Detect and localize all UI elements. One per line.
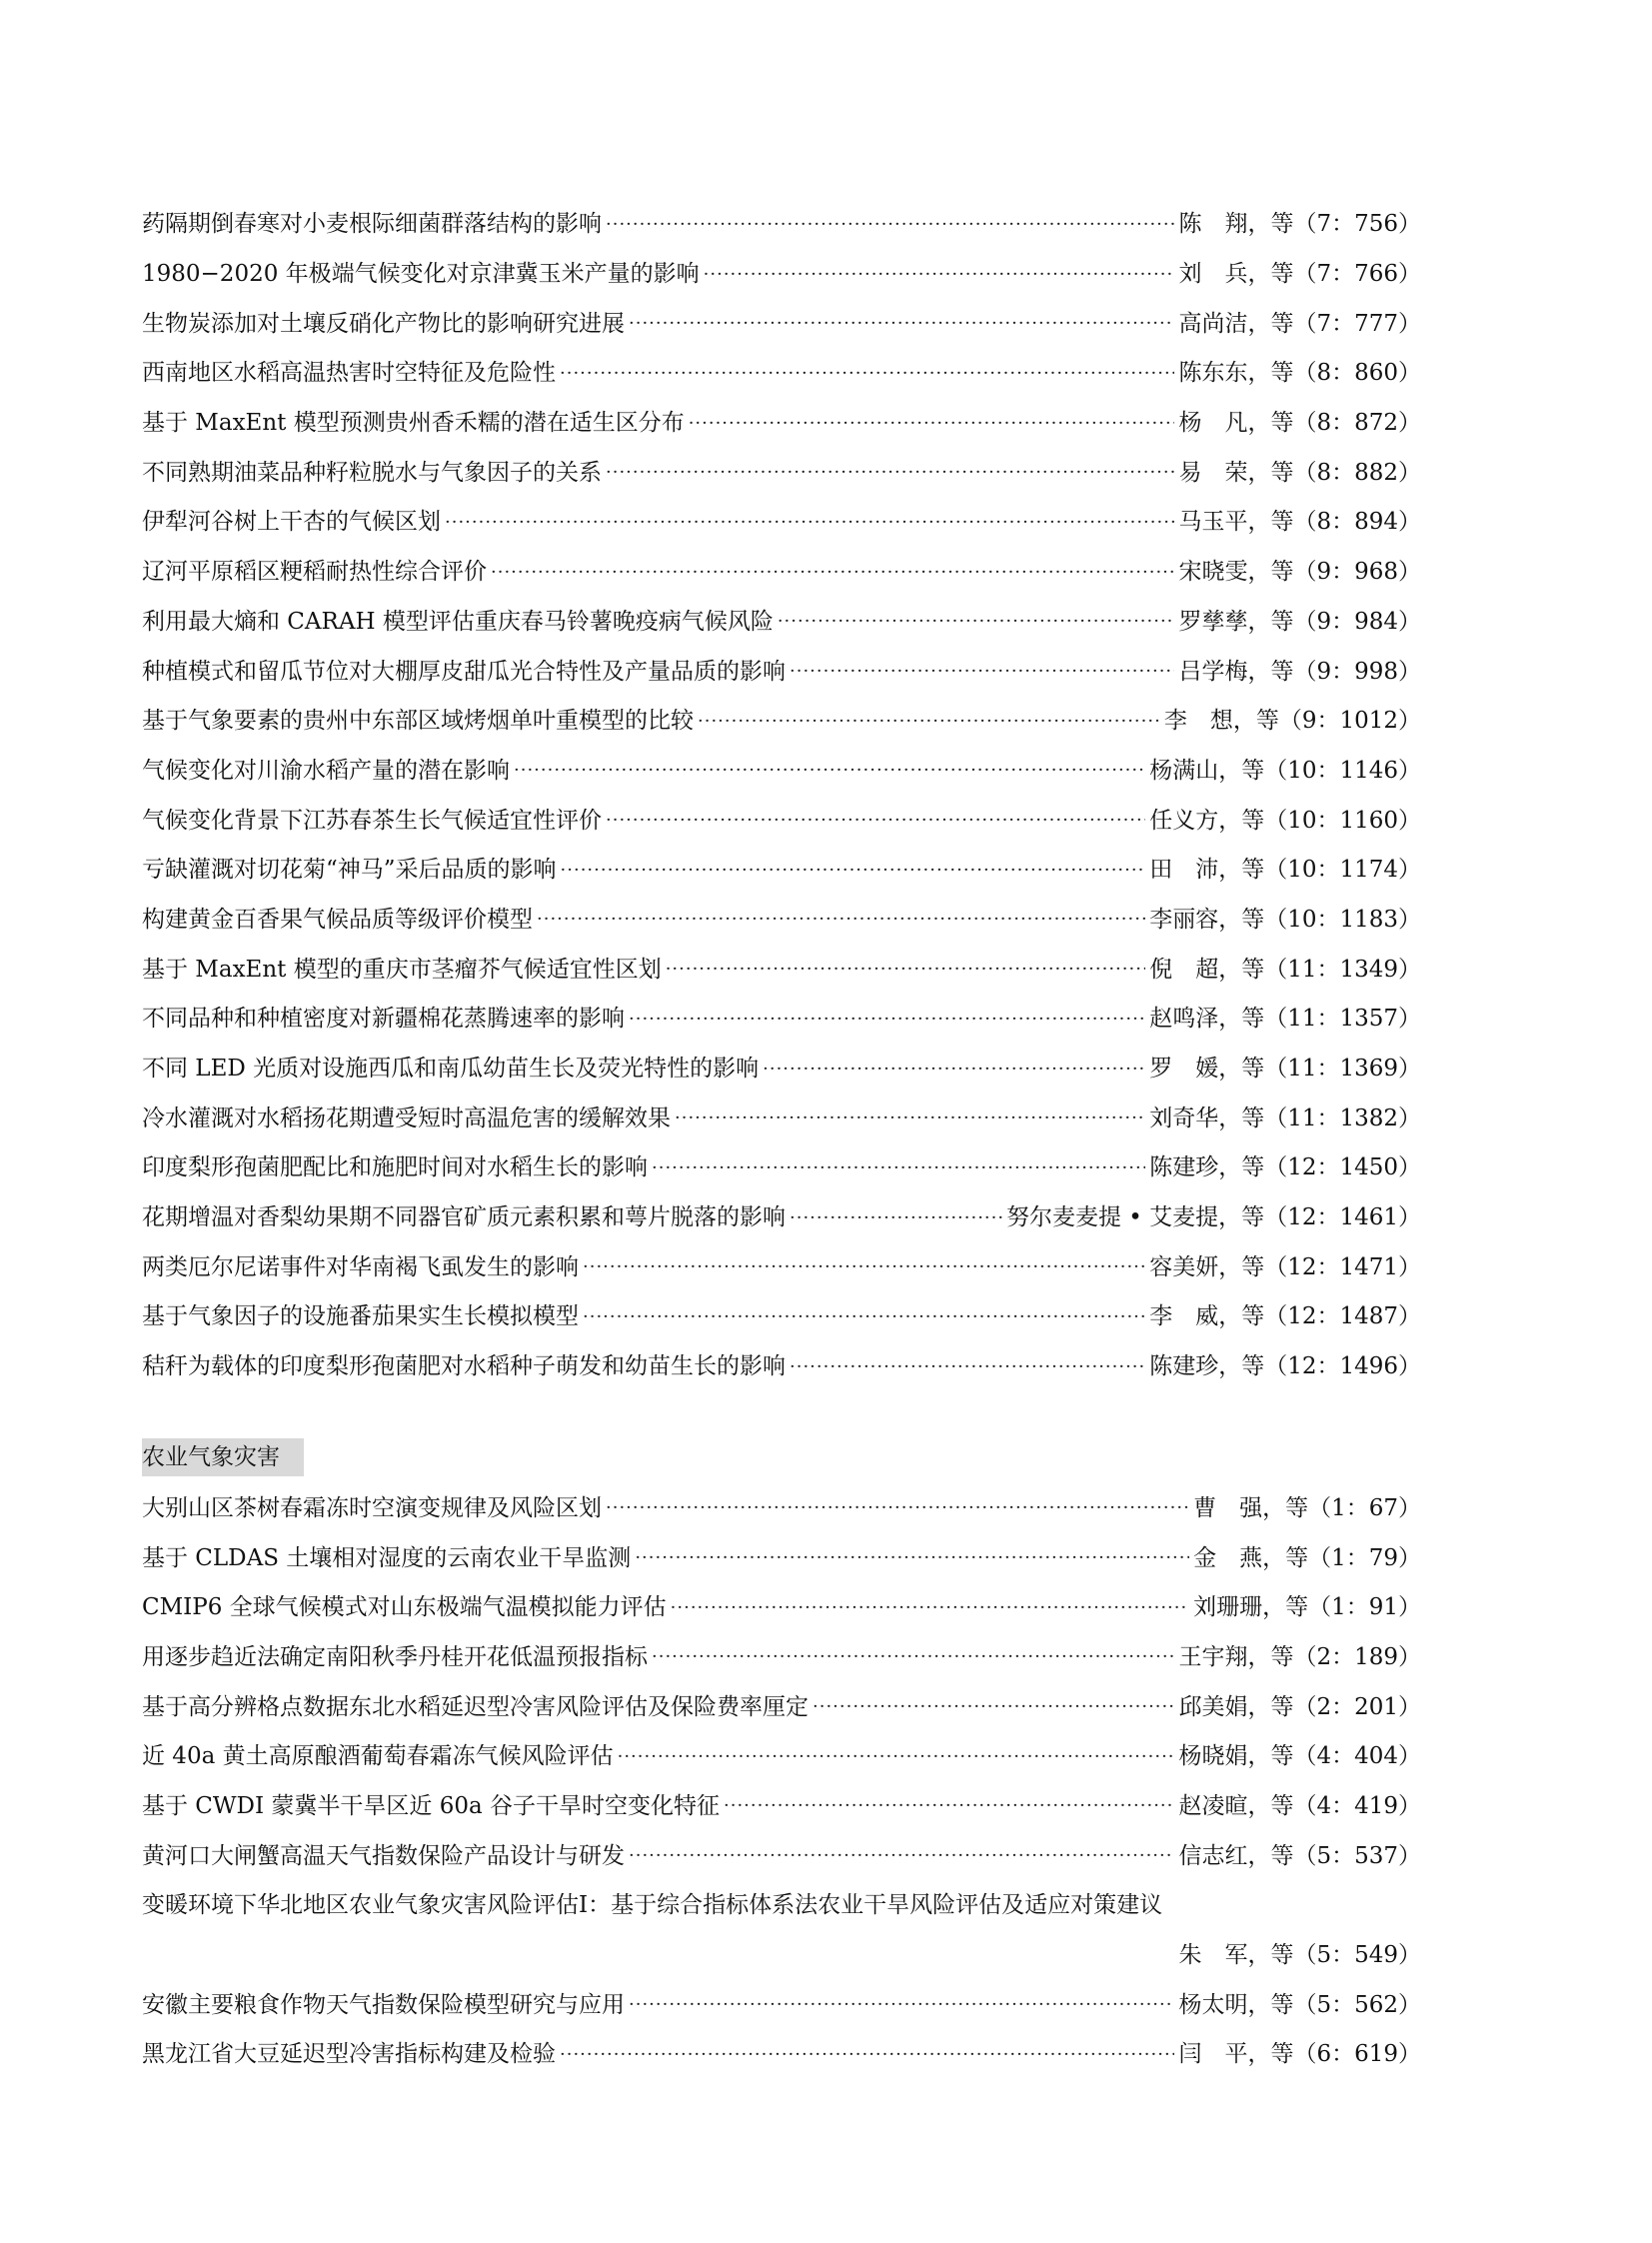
entry-title: 基于 CLDAS 土壤相对湿度的云南农业干旱监测 [142,1544,632,1571]
entry-author: 易 荣，等 [1178,459,1294,486]
entry-author: 李 威，等 [1149,1303,1265,1330]
entry-author: 赵鸣泽，等 [1149,1006,1265,1033]
toc-entry[interactable] [142,548,1421,598]
toc-entry[interactable] [142,1633,1421,1683]
entry-author: 李 想，等 [1163,708,1279,735]
dot-leader [606,809,1145,833]
toc-entry[interactable] [142,498,1421,548]
entry-title: 花期增温对香梨幼果期不同器官矿质元素积累和萼片脱落的影响 [142,1204,786,1231]
entry-citation: （4：404） [1293,1743,1421,1770]
toc-entry[interactable] [142,1143,1421,1193]
entry-citation: （4：419） [1293,1792,1421,1819]
entry-author: 李丽容，等 [1149,906,1265,933]
entry-citation: （8：860） [1293,360,1421,387]
section-heading: 农业气象灾害 [142,1438,304,1476]
entry-title: 生物炭添加对土壤反硝化产物比的影响研究进展 [142,310,625,337]
entry-title: 伊犁河谷树上干杏的气候区划 [142,509,441,536]
entry-title: 气候变化背景下江苏春茶生长气候适宜性评价 [142,807,602,834]
dot-leader [560,362,1174,386]
toc-entry[interactable] [142,349,1421,399]
entry-author: 高尚洁，等 [1178,310,1294,337]
toc-entry[interactable] [142,1193,1421,1243]
dot-leader [724,1794,1174,1818]
entry-author: 刘珊珊，等 [1193,1594,1309,1621]
dot-leader [583,1255,1145,1279]
entry-citation: （8：894） [1293,509,1421,536]
dot-leader [813,1695,1174,1719]
toc-entry[interactable] [142,399,1421,449]
toc-section-2 [142,1484,1421,1882]
entry-citation: （10：1183） [1264,906,1421,933]
entry-citation: （9：968） [1293,559,1421,586]
entry-title: 利用最大熵和 CARAH 模型评估重庆春马铃薯晚疫病气候风险 [142,608,774,635]
dot-leader [778,610,1175,634]
toc-section-2-cont [142,1980,1421,2079]
dot-leader [790,1355,1145,1379]
dot-leader [514,759,1145,783]
toc-entry[interactable] [142,1533,1421,1583]
entry-title: 变暖环境下华北地区农业气象灾害风险评估Ⅰ：基于综合指标体系法农业干旱风险评估及适应对策建议 [142,1892,1163,1919]
entry-citation: （9：984） [1293,608,1421,635]
dot-leader [763,1058,1145,1082]
entry-title: 基于 CWDI 蒙冀半干旱区近 60a 谷子干旱时空变化特征 [142,1792,720,1819]
toc-entry[interactable] [142,747,1421,797]
toc-entry[interactable] [142,1782,1421,1832]
entry-citation: （1：79） [1308,1544,1421,1571]
entry-citation: （9：998） [1293,658,1421,685]
toc-entry[interactable] [142,2030,1421,2080]
dot-leader [583,1305,1145,1329]
entry-title: 大别山区茶树春霜冻时空演变规律及风险区划 [142,1494,602,1521]
entry-citation: （1：91） [1308,1594,1421,1621]
toc-entry[interactable] [142,1342,1421,1392]
entry-author: 任义方，等 [1149,807,1265,834]
toc-entry[interactable] [142,896,1421,946]
dot-leader [666,958,1145,982]
entry-author: 曹 强，等 [1193,1494,1309,1521]
entry-title: 秸秆为载体的印度梨形孢菌肥对水稻种子萌发和幼苗生长的影响 [142,1353,786,1380]
entry-citation: （12：1450） [1264,1154,1421,1181]
toc-entry[interactable] [142,697,1421,747]
toc-entry[interactable] [142,200,1421,250]
entry-author: 宋晓雯，等 [1178,559,1294,586]
entry-author: 陈 翔，等 [1178,211,1294,238]
entry-title: 气候变化对川渝水稻产量的潜在影响 [142,757,510,784]
entry-citation: （11：1349） [1264,956,1421,983]
toc-entry[interactable] [142,1094,1421,1143]
toc-entry[interactable] [142,250,1421,300]
entry-title: 不同 LED 光质对设施西瓜和南瓜幼苗生长及荧光特性的影响 [142,1056,760,1083]
entry-author: 陈建珍，等 [1149,1154,1265,1181]
entry-author: 努尔麦麦提 • 艾麦提，等 [1005,1204,1265,1231]
entry-citation: （12：1496） [1264,1353,1421,1380]
entry-title: 基于高分辨格点数据东北水稻延迟型冷害风险评估及保险费率厘定 [142,1693,809,1720]
toc-entry[interactable] [142,945,1421,995]
dot-leader [629,312,1174,336]
entry-citation: （11：1369） [1264,1056,1421,1083]
entry-citation: （12：1487） [1264,1303,1421,1330]
entry-author: 王宇翔，等 [1178,1643,1294,1670]
entry-citation: （11：1382） [1264,1105,1421,1131]
entry-title: 辽河平原稻区粳稻耐热性综合评价 [142,559,487,586]
toc-entry[interactable] [142,448,1421,498]
toc-entry[interactable] [142,1242,1421,1292]
entry-citation: （10：1160） [1264,807,1421,834]
dot-leader [445,511,1174,535]
entry-title: CMIP6 全球气候模式对山东极端气温模拟能力评估 [142,1594,667,1621]
entry-title: 安徽主要粮食作物天气指数保险模型研究与应用 [142,1991,625,2018]
entry-title: 冷水灌溉对水稻扬花期遭受短时高温危害的缓解效果 [142,1105,671,1131]
dot-leader [704,263,1175,287]
entry-citation: （11：1357） [1264,1006,1421,1033]
toc-page [142,200,1421,2080]
entry-author: 朱 军，等 [1178,1942,1294,1969]
dot-leader [629,1008,1145,1032]
entry-citation: （1：67） [1308,1494,1421,1521]
entry-author: 马玉平，等 [1178,509,1294,536]
entry-citation: （7：777） [1293,310,1421,337]
toc-entry[interactable] [142,796,1421,846]
toc-entry[interactable] [142,1682,1421,1732]
entry-citation: （8：882） [1293,459,1421,486]
entry-citation: （5：537） [1293,1842,1421,1869]
entry-author: 闫 平，等 [1178,2041,1294,2068]
entry-title: 不同品种和种植密度对新疆棉花蒸腾速率的影响 [142,1006,625,1033]
entry-citation: （7：756） [1293,211,1421,238]
dot-leader [618,1745,1175,1769]
dot-leader [675,1107,1145,1130]
entry-title: 用逐步趋近法确定南阳秋季丹桂开花低温预报指标 [142,1643,648,1670]
entry-title: 黄河口大闸蟹高温天气指数保险产品设计与研发 [142,1842,625,1869]
entry-author: 倪 超，等 [1149,956,1265,983]
section-gap [142,1392,1421,1438]
toc-entry[interactable] [142,1980,1421,2030]
toc-entry[interactable] [142,647,1421,697]
entry-title: 两类厄尔尼诺事件对华南褐飞虱发生的影响 [142,1253,579,1280]
dot-leader [561,859,1146,883]
toc-entry[interactable] [142,598,1421,648]
toc-entry[interactable] [142,1045,1421,1095]
dot-leader [606,1496,1189,1520]
entry-author: 刘 兵，等 [1178,261,1294,288]
entry-title: 基于 MaxEnt 模型的重庆市茎瘤芥气候适宜性区划 [142,956,662,983]
toc-entry[interactable] [142,1484,1421,1534]
entry-title: 黑龙江省大豆延迟型冷害指标构建及检验 [142,2041,556,2068]
entry-citation: （12：1471） [1264,1253,1421,1280]
toc-entry[interactable] [142,1583,1421,1633]
toc-section-1 [142,200,1421,1392]
dot-leader [698,710,1160,734]
entry-title: 基于气象要素的贵州中东部区域烤烟单叶重模型的比较 [142,708,694,735]
dot-leader [606,461,1174,485]
entry-citation: （2：189） [1293,1643,1421,1670]
dot-leader [790,1206,1002,1230]
entry-author: 杨太明，等 [1178,1991,1294,2018]
entry-title: 西南地区水稻高温热害时空特征及危险性 [142,360,556,387]
entry-author: 田 沛，等 [1149,857,1265,884]
dot-leader [635,1546,1189,1570]
entry-title: 基于 MaxEnt 模型预测贵州香禾糯的潜在适生区分布 [142,410,685,437]
entry-title: 1980−2020 年极端气候变化对京津冀玉米产量的影响 [142,261,700,288]
entry-author: 容美妍，等 [1149,1253,1265,1280]
dot-leader [537,908,1145,932]
entry-citation: （6：619） [1293,2041,1421,2068]
entry-author: 杨 凡，等 [1178,410,1294,437]
entry-author: 杨满山，等 [1149,757,1265,784]
dot-leader [629,1993,1174,2017]
entry-author: 金 燕，等 [1193,1544,1309,1571]
entry-citation: （9：1012） [1278,708,1421,735]
entry-author: 赵凌暄，等 [1178,1792,1294,1819]
entry-author: 罗孳孳，等 [1178,608,1294,635]
entry-author: 信志红，等 [1178,1842,1294,1869]
entry-title: 药隔期倒春寒对小麦根际细菌群落结构的影响 [142,211,602,238]
entry-citation: （12：1461） [1264,1204,1421,1231]
entry-title: 基于气象因子的设施番茄果实生长模拟模型 [142,1303,579,1330]
entry-citation: （7：766） [1293,261,1421,288]
entry-citation: （5：562） [1293,1991,1421,2018]
entry-author: 刘奇华，等 [1149,1105,1265,1131]
entry-title: 种植模式和留瓜节位对大棚厚皮甜瓜光合特性及产量品质的影响 [142,658,786,685]
toc-entry[interactable] [142,995,1421,1045]
dot-leader [790,660,1174,684]
entry-author: 吕学梅，等 [1178,658,1294,685]
dot-leader [652,1645,1174,1669]
entry-citation: （2：201） [1293,1693,1421,1720]
toc-entry[interactable] [142,1292,1421,1342]
entry-title: 不同熟期油菜品种籽粒脱水与气象因子的关系 [142,459,602,486]
entry-citation: （5：549） [1293,1942,1421,1969]
entry-author: 陈东东，等 [1178,360,1294,387]
dot-leader [212,1944,1174,1968]
entry-title: 印度梨形孢菌肥配比和施肥时间对水稻生长的影响 [142,1154,648,1181]
dot-leader [689,412,1175,436]
entry-citation: （10：1146） [1264,757,1421,784]
dot-leader [629,1844,1174,1868]
entry-author: 罗 媛，等 [1149,1056,1265,1083]
entry-citation: （8：872） [1293,410,1421,437]
toc-entry[interactable] [142,299,1421,349]
entry-author: 陈建珍，等 [1149,1353,1265,1380]
entry-title: 亏缺灌溉对切花菊“神马”采后品质的影响 [142,857,557,884]
entry-title: 近 40a 黄土高原酿酒葡萄春霜冻气候风险评估 [142,1743,614,1770]
toc-entry[interactable] [142,846,1421,896]
dot-leader [606,213,1174,237]
dot-leader [560,2043,1174,2067]
entry-title: 构建黄金百香果气候品质等级评价模型 [142,906,533,933]
toc-entry[interactable] [142,1831,1421,1881]
dot-leader [652,1156,1145,1180]
toc-entry[interactable] [142,1732,1421,1782]
toc-entry-long[interactable] [142,1881,1421,1980]
entry-citation: （10：1174） [1264,857,1421,884]
entry-author: 邱美娟，等 [1178,1693,1294,1720]
dot-leader [671,1596,1189,1620]
dot-leader [491,561,1174,585]
entry-author: 杨晓娟，等 [1178,1743,1294,1770]
